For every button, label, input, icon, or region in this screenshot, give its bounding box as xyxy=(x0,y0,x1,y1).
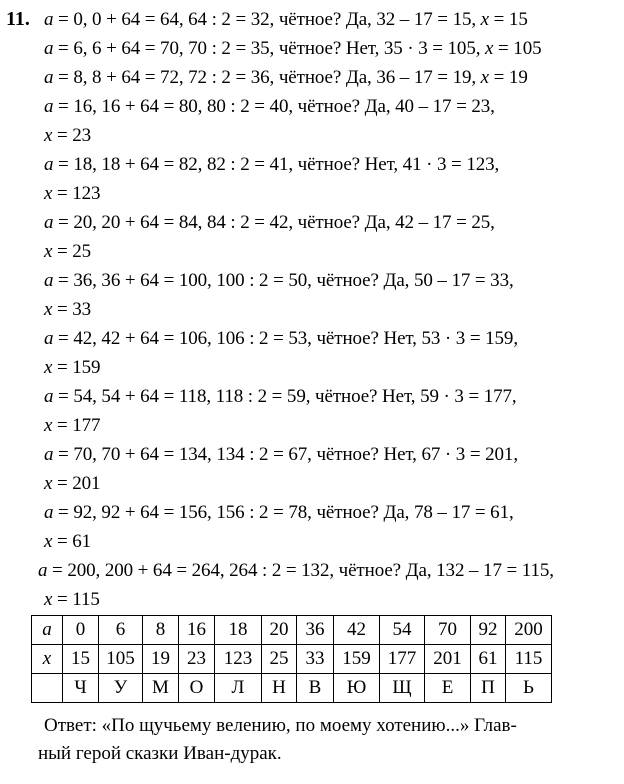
solution-line xyxy=(44,353,620,382)
variable-a: a xyxy=(44,67,54,88)
table-cell-a: 54 xyxy=(380,616,425,645)
variable-a: a xyxy=(44,444,54,465)
variable-x: x xyxy=(480,9,490,30)
result-text: = 15 xyxy=(489,9,528,30)
table-row-letters xyxy=(32,674,552,703)
variable-x: x xyxy=(44,415,53,436)
variable-x: x xyxy=(44,357,53,378)
solution-line xyxy=(44,237,620,266)
expression-text: = 16, 16 + 64 = 80, 80 : 2 = 40, чётное? Да, 40 – 17 = 23, xyxy=(53,96,495,117)
variable-x: x xyxy=(44,473,53,494)
expression-text: = 92, 92 + 64 = 156, 156 : 2 = 78, чётное? Да, 78 – 17 = 61, xyxy=(53,502,514,523)
variable-a: a xyxy=(44,270,54,291)
result-text: = 201 xyxy=(52,473,101,494)
solution-line xyxy=(44,34,620,63)
result-text: = 33 xyxy=(52,299,92,320)
table-cell-letter: Л xyxy=(215,674,262,703)
variable-a: a xyxy=(44,96,54,117)
variable-a: a xyxy=(44,212,54,233)
variable-a: a xyxy=(44,154,54,175)
table-cell-letter: П xyxy=(471,674,506,703)
table-cell-x: 201 xyxy=(425,645,471,674)
expression-text: = 8, 8 + 64 = 72, 72 : 2 = 36, чётное? Да, 36 – 17 = 19, xyxy=(53,67,481,88)
solution-line xyxy=(44,63,620,92)
answer-line-1: Ответ: «По щучьему велению, по моему хотению...» Глав- xyxy=(44,715,517,736)
result-text: = 61 xyxy=(52,531,92,552)
result-text: = 177 xyxy=(52,415,101,436)
result-text: = 25 xyxy=(52,241,92,262)
solution-line xyxy=(44,498,620,527)
table-cell-a: 16 xyxy=(179,616,215,645)
solution-line xyxy=(44,150,620,179)
problem-number: 11. xyxy=(6,8,30,30)
expression-text: = 36, 36 + 64 = 100, 100 : 2 = 50, чётное? Да, 50 – 17 = 33, xyxy=(53,270,514,291)
variable-a: a xyxy=(44,328,54,349)
table-cell-x: 19 xyxy=(143,645,179,674)
answer-table xyxy=(31,615,552,703)
table-row-label-empty xyxy=(32,674,63,703)
table-cell-letter: Ю xyxy=(334,674,380,703)
result-text: = 115 xyxy=(52,589,100,610)
expression-text: = 6, 6 + 64 = 70, 70 : 2 = 35, чётное? Нет, 35 · 3 = 105, xyxy=(53,38,486,59)
table-cell-letter: В xyxy=(297,674,334,703)
expression-text: = 20, 20 + 64 = 84, 84 : 2 = 42, чётное? Да, 42 – 17 = 25, xyxy=(53,212,495,233)
table-cell-x: 23 xyxy=(179,645,215,674)
table-cell-x: 25 xyxy=(262,645,297,674)
table-cell-a: 36 xyxy=(297,616,334,645)
expression-text: = 70, 70 + 64 = 134, 134 : 2 = 67, чётное? Нет, 67 · 3 = 201, xyxy=(53,444,518,465)
solution-line xyxy=(44,5,620,34)
result-text: = 123 xyxy=(52,183,101,204)
solution-line xyxy=(44,527,620,556)
table-row-x xyxy=(32,645,552,674)
variable-x: x xyxy=(44,125,53,146)
table-row-a xyxy=(32,616,552,645)
table-cell-a: 200 xyxy=(506,616,552,645)
table-cell-x: 177 xyxy=(380,645,425,674)
solution-lines xyxy=(38,5,620,614)
table-cell-a: 18 xyxy=(215,616,262,645)
variable-x: x xyxy=(44,241,53,262)
expression-text: = 200, 200 + 64 = 264, 264 : 2 = 132, чётное? Да, 132 – 17 = 115, xyxy=(47,560,554,581)
expression-text: = 18, 18 + 64 = 82, 82 : 2 = 41, чётное? Нет, 41 · 3 = 123, xyxy=(53,154,500,175)
table-cell-letter: Ч xyxy=(63,674,99,703)
table-cell-a: 92 xyxy=(471,616,506,645)
table-cell-x: 33 xyxy=(297,645,334,674)
solution-line xyxy=(44,92,620,121)
table-cell-letter: Ь xyxy=(506,674,552,703)
variable-x: x xyxy=(485,38,494,59)
table-cell-a: 0 xyxy=(63,616,99,645)
result-text: = 159 xyxy=(52,357,101,378)
table-cell-a: 42 xyxy=(334,616,380,645)
solution-line xyxy=(44,440,620,469)
variable-x: x xyxy=(44,531,53,552)
table-cell-x: 115 xyxy=(506,645,552,674)
variable-a: a xyxy=(44,502,54,523)
table-cell-a: 8 xyxy=(143,616,179,645)
variable-x: x xyxy=(44,183,53,204)
solution-line xyxy=(44,208,620,237)
variable-a: a xyxy=(44,38,54,59)
solution-line xyxy=(44,382,620,411)
variable-x: x xyxy=(44,299,53,320)
expression-text: = 42, 42 + 64 = 106, 106 : 2 = 53, чётное? Нет, 53 · 3 = 159, xyxy=(53,328,518,349)
table-cell-x: 105 xyxy=(99,645,143,674)
table-cell-x: 61 xyxy=(471,645,506,674)
variable-a: a xyxy=(44,386,54,407)
table-cell-a: 6 xyxy=(99,616,143,645)
table-cell-x: 15 xyxy=(63,645,99,674)
solution-line xyxy=(44,179,620,208)
table-cell-a: 70 xyxy=(425,616,471,645)
solution-line xyxy=(44,469,620,498)
table-cell-x: 123 xyxy=(215,645,262,674)
table-cell-letter: Щ xyxy=(380,674,425,703)
solution-line xyxy=(44,295,620,324)
table-cell-a: 20 xyxy=(262,616,297,645)
solution-line xyxy=(44,121,620,150)
solution-line xyxy=(44,324,620,353)
answer-line-2: ный герой сказки Иван-дурак. xyxy=(38,743,282,764)
variable-x: x xyxy=(44,589,53,610)
solution-line xyxy=(44,585,620,614)
table-cell-letter: О xyxy=(179,674,215,703)
table-cell-letter: М xyxy=(143,674,179,703)
expression-text: = 0, 0 + 64 = 64, 64 : 2 = 32, чётное? Да, 32 – 17 = 15, xyxy=(53,9,481,30)
solution-line xyxy=(38,556,620,585)
result-text: = 19 xyxy=(489,67,528,88)
solution-line xyxy=(44,266,620,295)
expression-text: = 54, 54 + 64 = 118, 118 : 2 = 59, чётное? Нет, 59 · 3 = 177, xyxy=(53,386,517,407)
table-cell-letter: Е xyxy=(425,674,471,703)
result-text: = 105 xyxy=(493,38,542,59)
variable-x: x xyxy=(480,67,490,88)
table-cell-x: 159 xyxy=(334,645,380,674)
table-cell-letter: Н xyxy=(262,674,297,703)
variable-a: a xyxy=(44,9,54,30)
table-row-label-a: a xyxy=(32,616,63,645)
table-row-label-x: x xyxy=(32,645,63,674)
variable-a: a xyxy=(38,560,48,581)
table-cell-letter: У xyxy=(99,674,143,703)
solution-line xyxy=(44,411,620,440)
answer-text xyxy=(38,712,614,768)
result-text: = 23 xyxy=(52,125,92,146)
